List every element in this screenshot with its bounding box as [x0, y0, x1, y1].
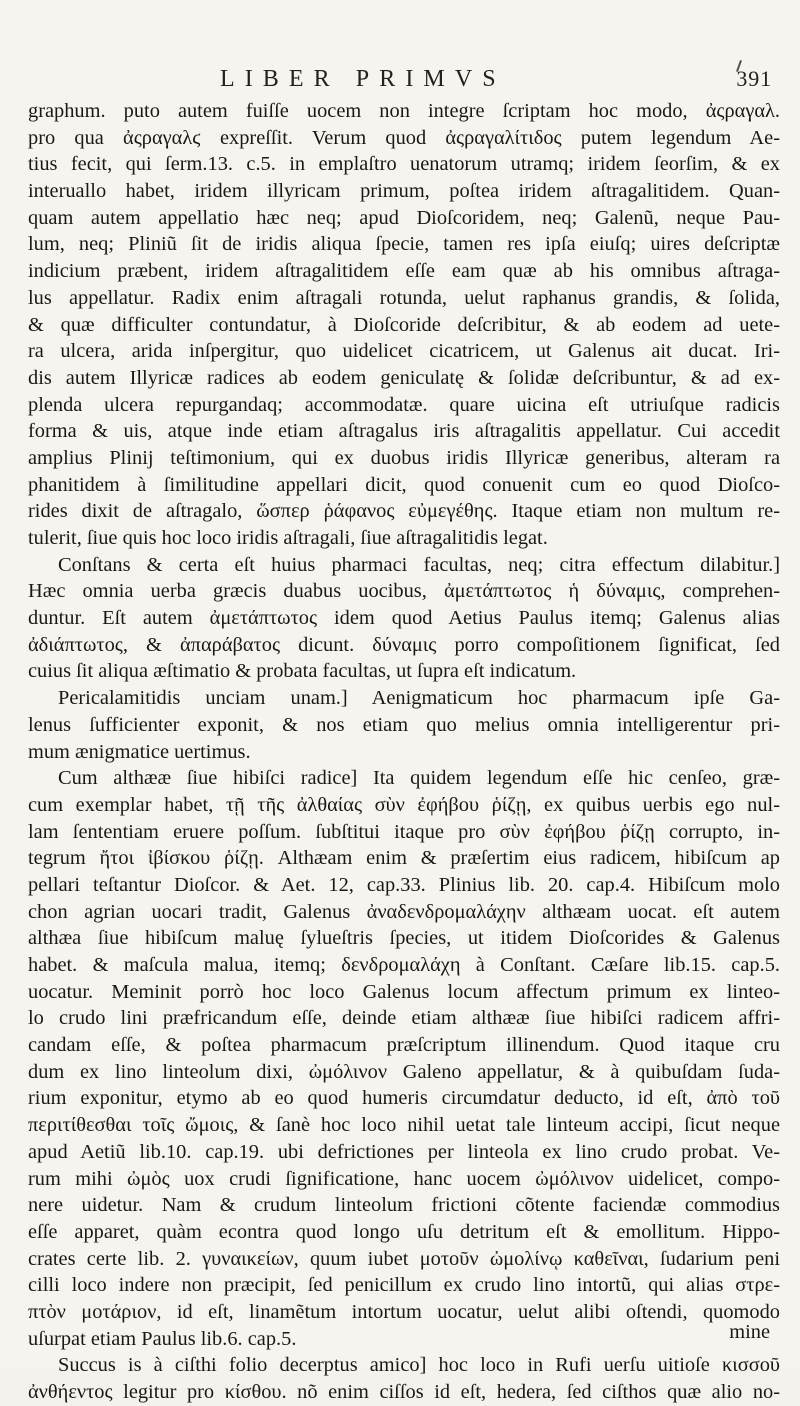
text-line: plenda ulcera repurgandaq; accommodatæ. quare uicina eſt utriuſque radicis: [28, 393, 780, 416]
text-line: rium exponitur, etymo ab eo quod humeris circumdatur deducto, id eſt, ἀπὸ τοῦ: [28, 1087, 780, 1110]
text-line: pro qua ἀςραγαλϛ expreſſit. Verum quod ἀςραγαλίτιδος putem legendum Ae-: [28, 126, 780, 149]
text-line: πτὸν μοτάριον, id eſt, linamẽtum intortum uocatur, uelut alibi oſtendi, quomodo: [28, 1300, 780, 1323]
catchword: mine: [729, 1321, 770, 1343]
text-line: interuallo habet, iridem illyricam primum, poſtea iridem aſtragalitidem. Quan-: [28, 180, 780, 203]
text-line: lam ſententiam eruere poſſum. ſubſtitui itaque pro σὺν ἐφήβου ῥίζῃ corrupto, in-: [28, 820, 780, 843]
text-line: Conſtans & certa eſt huius pharmaci facultas, neq; citra effectum dilabitur.]: [58, 553, 780, 576]
text-line: althæa ſiue hibiſcum maluę ſylueſtris ſpecies, ut itidem Dioſcorides & Galenus: [28, 927, 780, 950]
text-line: dis autem Illyricæ radices ab eodem geniculatę & ſolidæ deſcribuntur, & ad ex-: [28, 366, 780, 389]
text-line: indicium præbent, iridem aſtragalitidem eſſe eam quæ ab his omnibus aſtraga-: [28, 260, 780, 283]
text-line: apud Aetiũ lib.10. cap.19. ubi defrictiones per linteola ex lino crudo probat. Ve-: [28, 1140, 780, 1163]
text-line: tegrum ἤτοι ἰβίσκου ῥίζῃ. Althæam enim & præſertim eius radicem, hibiſcum ap: [28, 847, 780, 870]
text-line: chon agrian uocari tradit, Galenus ἀναδενδρομαλάχην althæam uocat. eſt autem: [28, 900, 780, 923]
text-line: lenus ſufficienter exponit, & nos etiam quo melius omnia intelligerentur pri-: [28, 713, 780, 736]
text-line: lo crudo lini præfricandum eſſe, deinde etiam althææ ſiue hibiſci radicem affri-: [28, 1007, 780, 1030]
text-line: lum, neq; Pliniũ ſit de iridis aliqua ſpecie, tamen res ipſa eiuſq; uires deſcriptæ: [28, 233, 780, 256]
text-line: phanitidem à ſimilitudine appellari dicit, quod conuenit cum eo quod Dioſco-: [28, 473, 780, 496]
text-line: cum exemplar habet, τῇ τῆς ἀλθαίας σὺν ἐφήβου ῥίζῃ, ex quibus uerbis ego nul-: [28, 793, 780, 816]
text-line: lus appellatur. Radix enim aſtragali rotunda, uelut raphanus grandis, & ſolida,: [28, 286, 780, 309]
text-line: cuius ſit aliqua æſtimatio & probata facultas, ut ſupra eſt indicatum.: [28, 660, 577, 683]
text-line: Succus is à ciſthi folio decerptus amico] hoc loco in Rufi uerſu uitioſe κισσοῦ: [58, 1354, 780, 1377]
text-line: ἀνθήεντος legitur pro κίσθου. nõ enim ciſſos id eſt, hedera, ſed ciſthos quæ alio no-: [28, 1381, 780, 1403]
text-line: & quæ difficulter contundatur, à Dioſcoride deſcribitur, & ab eodem ad uete-: [28, 313, 780, 336]
text-line: uſurpat etiam Paulus lib.6. cap.5.: [28, 1327, 297, 1350]
text-line: candam eſſe, & poſtea pharmacum præſcriptum illinendum. Quod itaque cru: [28, 1034, 780, 1057]
text-line: amplius Plinij teſtimonium, qui ex duobus iridis Illyricæ generibus, alteram ra: [28, 446, 780, 469]
text-line: eſſe apparet, quàm econtra quod longo uſu detritum eſt & emollitum. Hippo-: [28, 1220, 780, 1243]
text-line: περιτίθεσθαι τοῖς ὤμοις, & ſanè hoc loco nihil uetat tale linteum accipi, ſicut neque: [28, 1114, 780, 1137]
folio-number: 391: [736, 66, 772, 91]
text-line: crates certe lib. 2. γυναικείων, quum iubet μοτοῦν ὠμολίνῳ καθεῖναι, ſudarium peni: [28, 1247, 780, 1270]
text-line: Cum althææ ſiue hibiſci radice] Ita quidem legendum eſſe hic cenſeo, græ-: [58, 767, 780, 790]
text-line: forma & uis, atque inde etiam aſtragalus iris aſtragalitis appellatur. Cui accedit: [28, 420, 780, 443]
running-head: [0, 62, 800, 98]
text-line: ra ulcera, arida inſpergitur, quo uidelicet cicatricem, ut Galenus ait ducat. Iri-: [28, 340, 780, 363]
text-line: rides dixit de aſtragalo, ὥσπερ ῥάφανος εὐμεγέθης. Itaque etiam non multum re-: [28, 500, 780, 523]
text-line: nere uidetur. Nam & crudum linteolum frictioni cõtente faciendæ commodius: [28, 1194, 780, 1217]
text-line: Hæc omnia uerba græcis duabus uocibus, ἀμετάπτωτος ἡ δύναμις, comprehen-: [28, 580, 780, 603]
text-line: duntur. Eſt autem ἀμετάπτωτος idem quod Aetius Paulus itemq; Galenus alias: [28, 607, 780, 630]
text-line: Pericalamitidis unciam unam.] Aenigmaticum hoc pharmacum ipſe Ga-: [58, 687, 780, 710]
text-line: mum ænigmatice uertimus.: [28, 740, 251, 763]
text-line: dum ex lino linteolum dixi, ὠμόλινον Galeno appellatur, & à quibuſdam ſuda-: [28, 1060, 780, 1083]
text-line: tius fecit, qui ſerm.13. c.5. in emplaſtro uenatorum utramq; iridem ſeorſim, & ex: [28, 153, 780, 176]
text-line: ἀδιάπτωτος, & ἀπαράβατος dicunt. δύναμις porro compoſitionem ſignificat, ſed: [28, 633, 780, 656]
text-line: cilli loco indere non præcipit, ſed penicillum ex crudo lino intortũ, qui alias στρε-: [28, 1274, 780, 1297]
text-line: uocatur. Meminit porrò hoc loco Galenus locum affectum primum ex linteo-: [28, 980, 780, 1003]
text-line: rum mihi ὠμὸς uox crudi ſignificatione, hanc uocem ὠμόλινον uidelicet, compo-: [28, 1167, 780, 1190]
text-line: tulerit, ſiue quis hoc loco iridis aſtragali, ſiue aſtragalitidis legat.: [28, 527, 548, 549]
text-line: graphum. puto autem fuiſſe uocem non integre ſcriptam hoc modo, ἀςραγαλ.: [28, 100, 780, 122]
running-head-title: LIBER PRIMVS: [220, 66, 506, 92]
body-text: [28, 98, 780, 1406]
text-line: quam autem appellatio hæc neq; apud Dioſcoridem, neq; Galenũ, neque Pau-: [28, 206, 780, 229]
text-line: pellari teſtantur Dioſcor. & Aet. 12, cap.33. Plinius lib. 20. cap.4. Hibiſcum molo: [28, 873, 780, 896]
text-line: habet. & maſcula malua, itemq; δενδρομαλάχη à Conſtant. Cæſare lib.15. cap.5.: [28, 954, 780, 976]
